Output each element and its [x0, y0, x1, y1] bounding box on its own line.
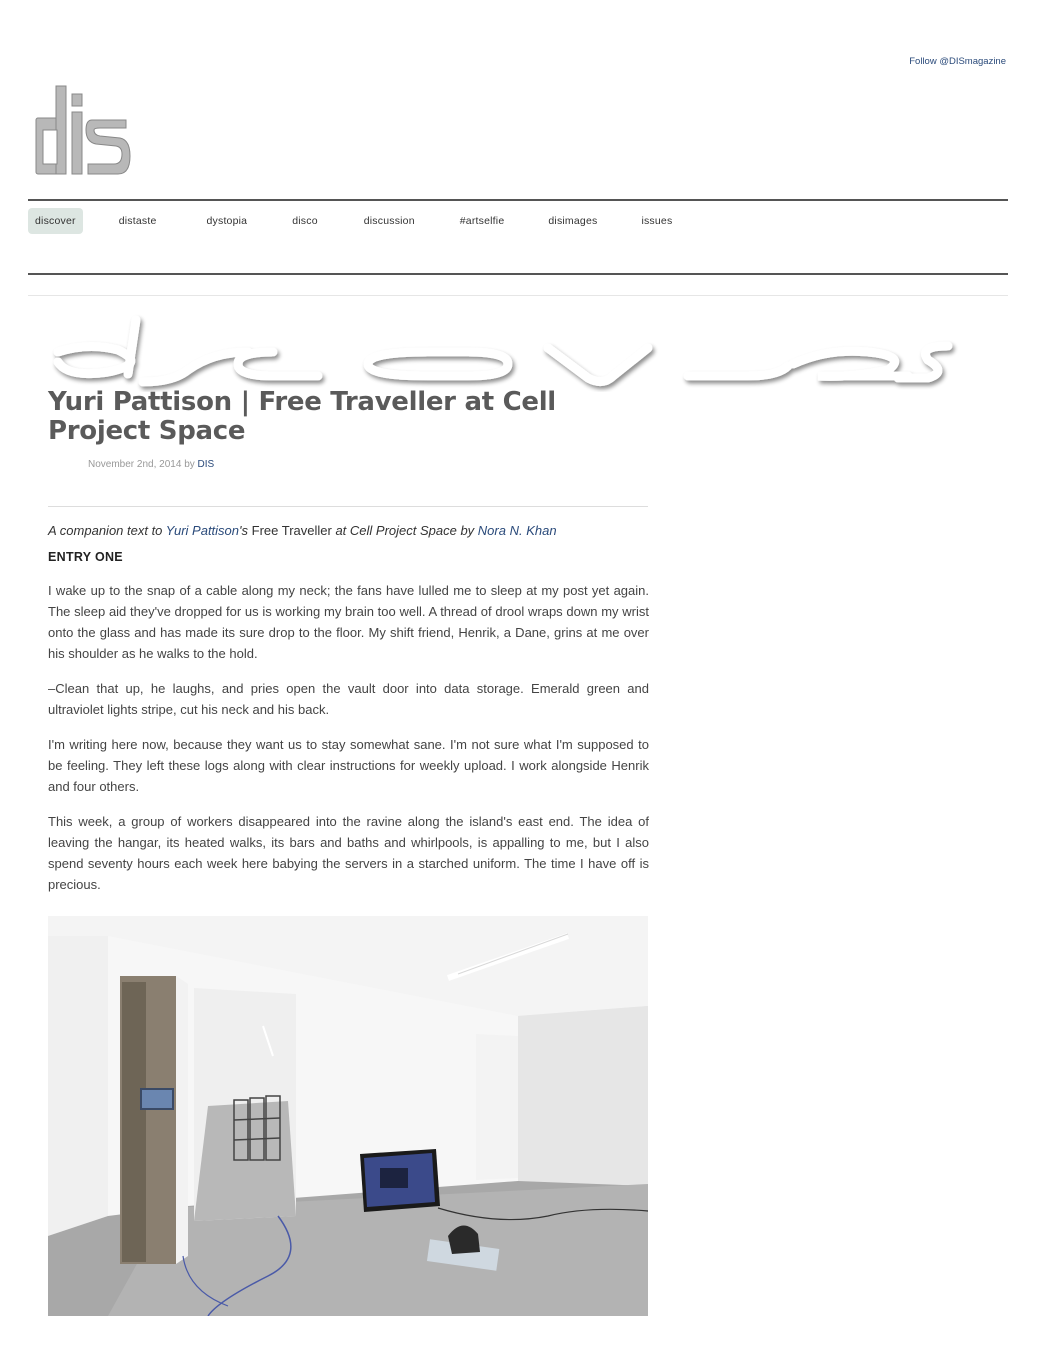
nav-discussion[interactable]: discussion: [363, 215, 415, 227]
discover-banner: [48, 312, 990, 392]
main-nav: [28, 206, 708, 236]
nav-dystopia[interactable]: dystopia: [206, 215, 248, 227]
intro-artist-link[interactable]: Yuri Pattison: [165, 523, 240, 538]
article-title: Yuri Pattison | Free Traveller at Cell Project Space: [48, 387, 556, 446]
nav-discover[interactable]: discover: [28, 208, 83, 234]
article-meta: [88, 459, 214, 470]
intro-text-2: 's: [239, 523, 252, 538]
follow-link[interactable]: Follow @DISmagazine: [909, 56, 1006, 67]
dis-logo[interactable]: [34, 80, 134, 180]
paragraph-2: –Clean that up, he laughs, and pries open the vault door into data storage. Emerald green and ultraviolet lights stripe, cut his neck and his back.: [48, 681, 649, 717]
intro-writer-link[interactable]: Nora N. Khan: [477, 523, 557, 538]
nav-disimages[interactable]: disimages: [548, 215, 598, 227]
paragraph-1: I wake up to the snap of a cable along my neck; the fans have lulled me to sleep at my post yet again. The sleep aid they've dropped for us is working my brain too well. A thread of drool wraps down my wrist onto the glass and has made its sure drop to the floor. My shift friend, Henrik, a Dane, grins at me over his shoulder as he walks to the hold.: [48, 583, 649, 661]
intro-text-1: A companion text to: [48, 523, 166, 538]
paragraph-3: I'm writing here now, because they want us to stay somewhat sane. I'm not sure what I'm supposed to be feeling. They left these logs along with clear instructions for weekly upload. I work alongside Henrik and four others.: [48, 737, 649, 794]
entry-heading: ENTRY ONE: [48, 550, 123, 564]
article-by: by: [184, 459, 195, 470]
article-body: [48, 580, 649, 909]
header-rule-light: [28, 295, 1008, 296]
article-date: November 2nd, 2014: [88, 459, 182, 470]
header-rule-top: [28, 199, 1008, 201]
nav-issues[interactable]: issues: [641, 215, 673, 227]
nav-artselfie[interactable]: #artselfie: [459, 215, 505, 227]
article-intro: [48, 523, 557, 538]
header-rule-bottom: [28, 273, 1008, 275]
article-author-link[interactable]: DIS: [197, 459, 215, 470]
gallery-photo: [48, 916, 648, 1316]
nav-disco[interactable]: disco: [292, 215, 318, 227]
article-divider: [48, 506, 648, 507]
intro-text-3: at Cell Project Space by: [331, 523, 478, 538]
nav-distaste[interactable]: distaste: [118, 215, 157, 227]
intro-work-title: Free Traveller: [251, 523, 332, 538]
paragraph-4: This week, a group of workers disappeared into the ravine along the island's east end. The idea of leaving the hangar, its heated walks, its bars and baths and whirlpools, is appalling to me, but I also spend seventy hours each week here babying the servers in a starched uniform. The time I have off is precious.: [48, 814, 649, 892]
